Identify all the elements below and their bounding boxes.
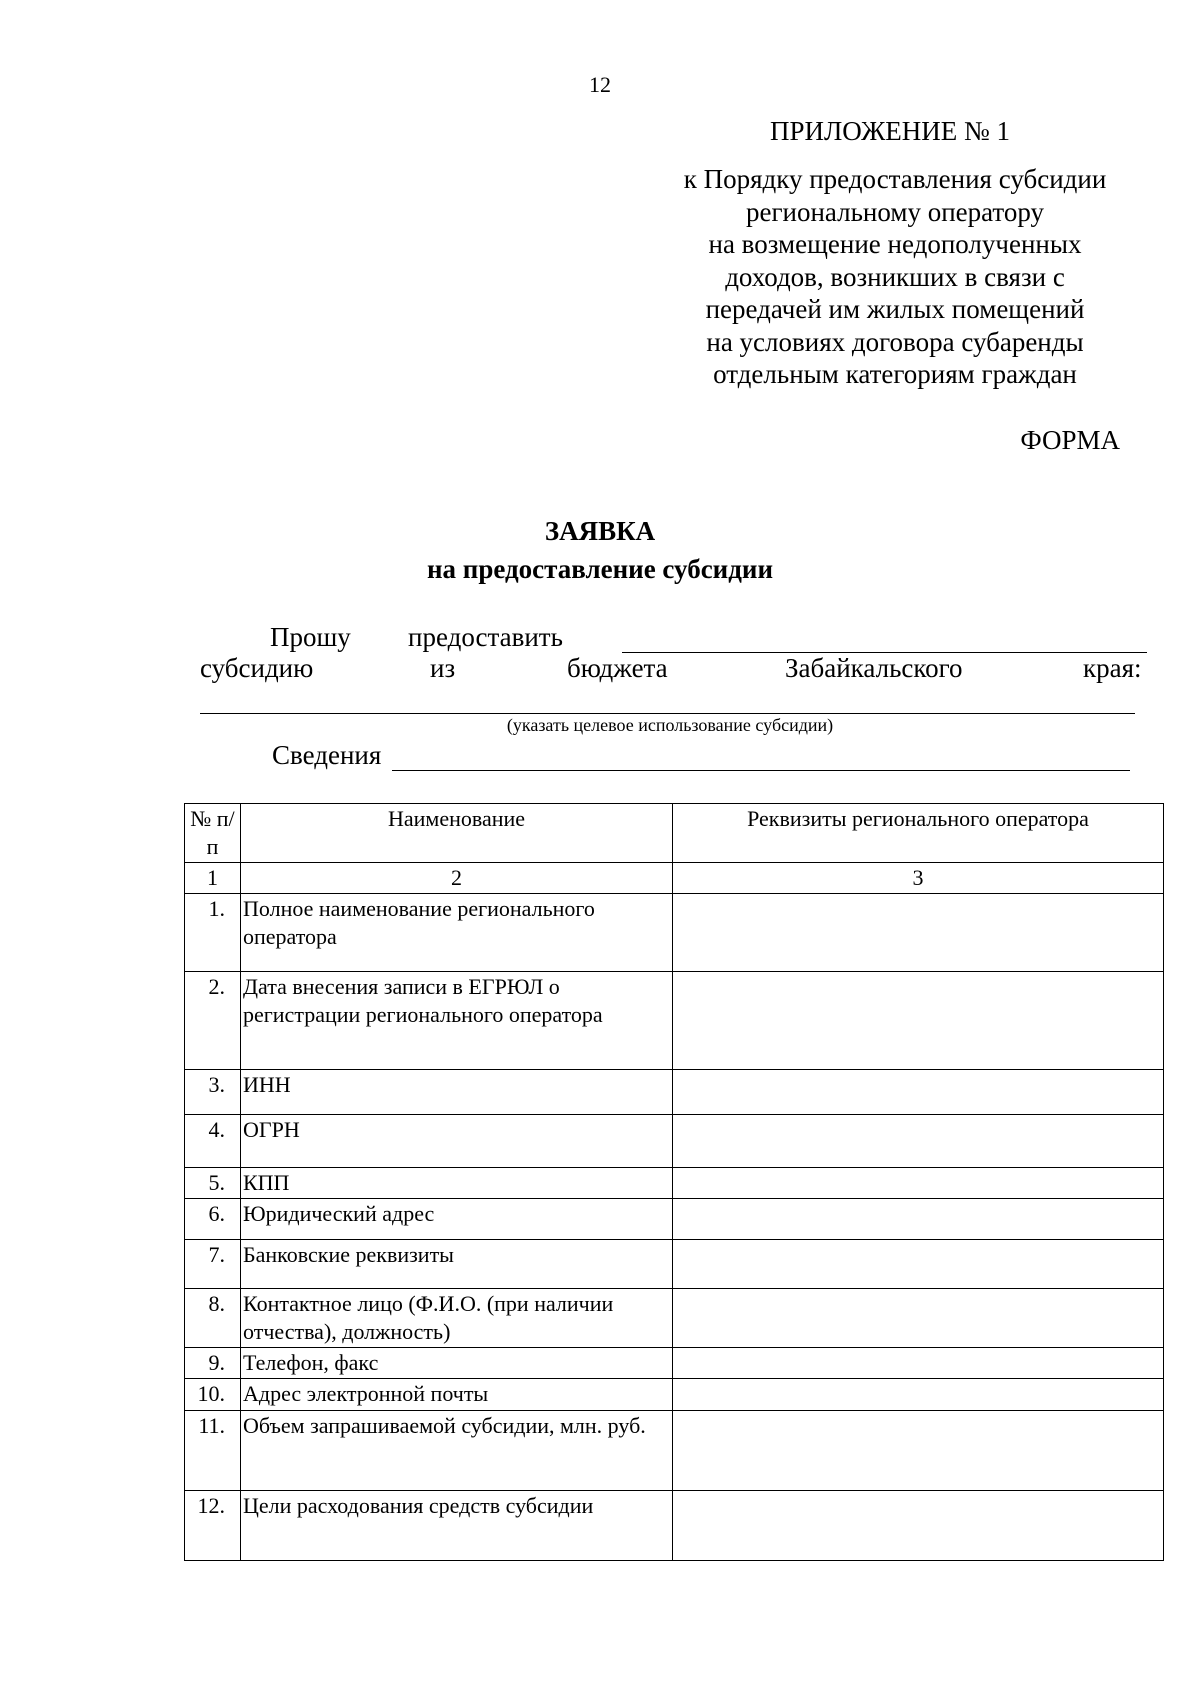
table-row [185,1115,1164,1168]
row-name: Дата внесения записи в ЕГРЮЛ о регистрации регионального оператора [241,972,673,1070]
row-value-cell[interactable] [673,1199,1164,1240]
row-value-cell[interactable] [673,1411,1164,1491]
row-name: Цели расходования средств субсидии [241,1491,673,1561]
operator-details-table [184,803,1164,1561]
document-title: ЗАЯВКА [544,516,656,546]
appendix-line: отдельным категориям граждан [713,359,1077,389]
row-value-cell[interactable] [673,1115,1164,1168]
appendix-line: на условиях договора субаренды [706,326,1084,357]
row-number: 2. [185,972,241,1070]
table-row [185,1411,1164,1491]
row-name: ОГРН [241,1115,673,1168]
row-name: Адрес электронной почты [241,1379,673,1411]
row-value-cell[interactable] [673,1070,1164,1115]
table-row [185,1070,1164,1115]
table-row [185,1491,1164,1561]
table-row [185,894,1164,972]
row-name: Юридический адрес [241,1199,673,1240]
request-word-proshu: Прошу [270,622,351,652]
table-row [185,1240,1164,1289]
appendix-line: передачей им жилых помещений [705,294,1085,324]
column-number-cell: 1 [185,863,241,894]
row-name: ИНН [241,1070,673,1115]
appendix-description [660,163,1130,391]
appendix-line: к Порядку предоставления субсидии [683,164,1107,194]
row-value-cell[interactable] [673,1491,1164,1561]
row-name: Контактное лицо (Ф.И.О. (при наличии отчества), должность) [241,1289,673,1348]
table-row [185,972,1164,1070]
appendix-line: на возмещение недополученных [708,229,1082,259]
page-number: 12 [589,72,611,97]
row-value-cell[interactable] [673,1379,1164,1411]
appendix-title: ПРИЛОЖЕНИЕ № 1 [769,116,1011,146]
header-cell-details: Реквизиты регионального оператора [673,804,1164,863]
row-name: Полное наименование регионального оператора [241,894,673,972]
row-value-cell[interactable] [673,1240,1164,1289]
table-row [185,1348,1164,1379]
document-subtitle: на предоставление субсидии [426,554,774,584]
row-value-cell[interactable] [673,1289,1164,1348]
table-row [185,1379,1164,1411]
row-value-cell[interactable] [673,894,1164,972]
row-number: 3. [185,1070,241,1115]
request-word-iz: из [430,653,456,683]
column-number-cell: 3 [673,863,1164,894]
header-cell-number: № п/п [185,804,241,863]
table-header-row [185,804,1164,863]
row-number: 6. [185,1199,241,1240]
request-word-predostavit: предоставить [408,622,563,652]
row-number: 8. [185,1289,241,1348]
table-row [185,1289,1164,1348]
row-value-cell[interactable] [673,1168,1164,1199]
header-cell-name: Наименование [241,804,673,863]
row-number: 11. [185,1411,241,1491]
row-number: 12. [185,1491,241,1561]
row-name: Телефон, факс [241,1348,673,1379]
table-row [185,1199,1164,1240]
row-value-cell[interactable] [673,972,1164,1070]
row-number: 10. [185,1379,241,1411]
row-name: Объем запрашиваемой субсидии, млн. руб. [241,1411,673,1491]
info-label: Сведения [272,740,382,770]
appendix-line: доходов, возникших в связи с [725,261,1065,292]
row-value-cell[interactable] [673,1348,1164,1379]
row-number: 4. [185,1115,241,1168]
request-word-zabaykalskogo: Забайкальского [785,653,963,683]
row-number: 5. [185,1168,241,1199]
fill-in-line-purpose [200,713,1135,714]
purpose-hint: (указать целевое использование субсидии) [506,715,834,735]
column-number-cell: 2 [241,863,673,894]
request-word-kraya: края: [1083,653,1142,683]
request-word-subsidiyu: субсидию [200,653,314,683]
form-label: ФОРМА [1020,425,1120,455]
row-name: Банковские реквизиты [241,1240,673,1289]
fill-in-line-info [392,770,1130,771]
row-name: КПП [241,1168,673,1199]
column-number-row [185,863,1164,894]
row-number: 1. [185,894,241,972]
appendix-line: региональному оператору [745,196,1045,227]
row-number: 7. [185,1240,241,1289]
row-number: 9. [185,1348,241,1379]
request-word-byudzheta: бюджета [567,653,668,683]
table-row [185,1168,1164,1199]
